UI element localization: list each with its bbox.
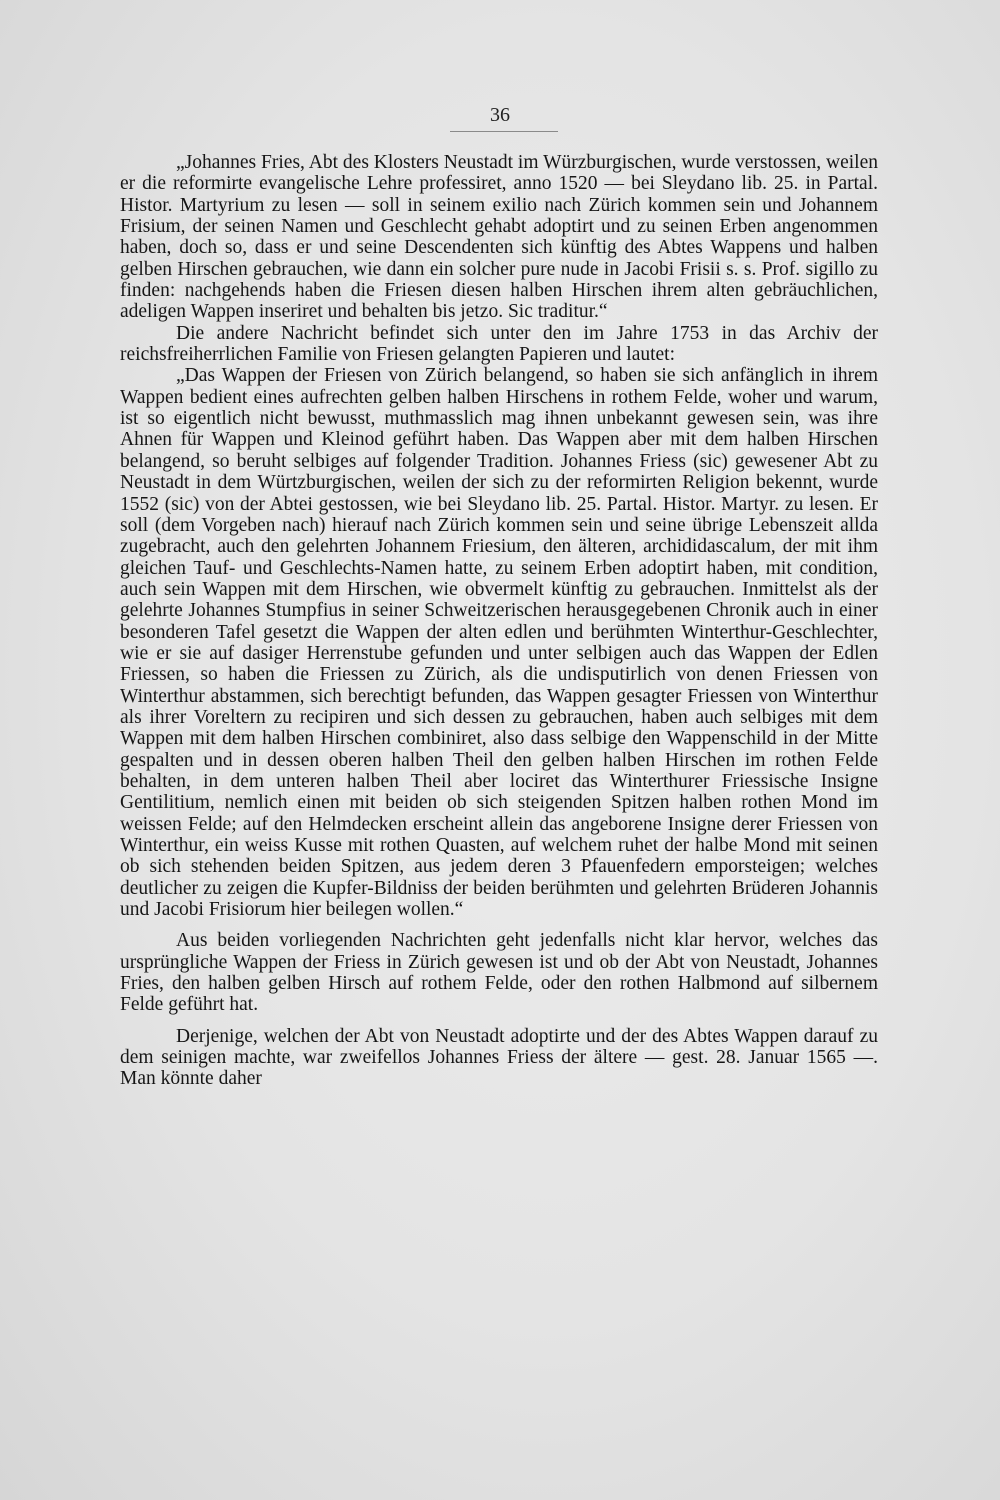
paragraph: Derjenige, welchen der Abt von Neustadt adoptirte und der des Abtes Wappen darauf zu dem seinigen machte, war zweifellos Johannes Friess der ältere — gest. 28. Januar 1565 —. Man könnte daher — [120, 1025, 878, 1090]
body-text — [120, 152, 878, 1090]
page-number: 36 — [490, 104, 510, 126]
paragraph: Die andere Nachricht befindet sich unter den im Jahre 1753 in das Archiv der reichsfreiherrlichen Familie von Friesen gelangten Papieren und lautet: — [120, 322, 878, 366]
paragraph: „Das Wappen der Friesen von Zürich belangend, so haben sie sich anfänglich in ihrem Wappen bedient eines aufrechten gelben halben Hirschens in rothem Felde, woher und warum, ist so eigentlich nicht bewusst, muthmasslich mag ihnen unbekannt gewesen sein, was ihre Ahnen für Wappen und Kleinod geführt haben. Das Wappen aber mit dem halben Hirschen belangend, so beruht selbiges auf folgender Tradition. Johannes Friess (sic) gewesener Abt zu Neustadt in dem Würtzburgischen, weilen der sich zu der reformirten Religion bekennt, wurde 1552 (sic) von der Abtei gestossen, wie bei Sleydano lib. 25. Partal. Histor. Martyr. zu lesen. Er soll (dem Vorgeben nach) hierauf nach Zürich kommen sein und seine übrige Lebenszeit allda zugebracht, auch den gelehrten Johannem Friesium, den älteren, archididascalum, der mit ihm gleichen Tauf- und Geschlechts-Namen hatte, zu seinem Erben adoptirt haben, mit condition, auch sein Wappen mit dem Hirschen, wie obvermelt künftig zu gebrauchen. Inmittelst als der gelehrte Johannes Stumpfius in seiner Schweitzerischen herausgegebenen Chronik auch in einer besonderen Tafel gesetzt die Wappen der alten edlen und berühmten Winterthur-Geschlechter, wie er sie auf dasiger Herrenstube gefunden und unter selbigen auch das Wappen der Edlen Friessen, so haben die Friessen zu Zürich, als die undisputirlich von denen Friessen von Winterthur abstammen, sich berechtigt befunden, das Wappen gesagter Friessen von Winterthur als ihrer Voreltern zu recipiren und sich dessen zu gebrauchen, haben auch selbiges mit dem Wappen mit dem halben Hirschen combiniret, also dass selbige den Wappenschild in der Mitte gespalten und in dessen oberen halben Theil den gelben halben Hirschen im rothen Felde behalten, in dem unteren halben Theil aber lociret das Winterthurer Friessische Insigne Gentilitium, nemlich einen mit beiden ob sich steigenden Spitzen halben rothen Mond im weissen Felde; auf den Helmdecken erscheint allein das angeborene Insigne derer Friessen von Winterthur, ein weiss Kusse mit rothen Quasten, auf welchem ruhet der halbe Mond mit seinen ob sich stehenden beiden Spitzen, aus jedem deren 3 Pfauenfedern emporsteigen; welches deutlicher zu zeigen die Kupfer-Bildniss der beiden berühmten und gelehrten Brüderen Johannis und Jacobi Frisiorum hier beilegen wollen.“ — [120, 365, 878, 921]
paragraph: Aus beiden vorliegenden Nachrichten geht jedenfalls nicht klar hervor, welches das ursprüngliche Wappen der Friess in Zürich gewesen ist und ob der Abt von Neustadt, Johannes Fries, den halben gelben Hirsch auf rothem Felde, oder den rothen Halbmond auf silbernem Felde geführt hat. — [120, 930, 878, 1016]
paragraph: „Johannes Fries, Abt des Klosters Neustadt im Würzburgischen, wurde verstossen, weilen er die reformirte evangelische Lehre professiret, anno 1520 — bei Sleydano lib. 25. in Partal. Histor. Martyrium zu lesen — soll in seinem exilio nach Zürich kommen sein und Johannem Frisium, der seinen Namen und Geschlecht gehabt adoptirt und zu seinen Erben angenommen haben, doch so, dass er und seine Descendenten sich künftig des Abtes Wappens und halben gelben Hirschen gebrauchen, wie dann ein solcher pure nude in Jacobi Frisii s. s. Prof. sigillo zu finden: nachgehends haben die Friesen diesen halben Hirschen ihrem alten gebräuchlichen, adeligen Wappen inseriret und behalten bis jetzo. Sic traditur.“ — [120, 152, 878, 323]
header-rule — [450, 131, 558, 132]
